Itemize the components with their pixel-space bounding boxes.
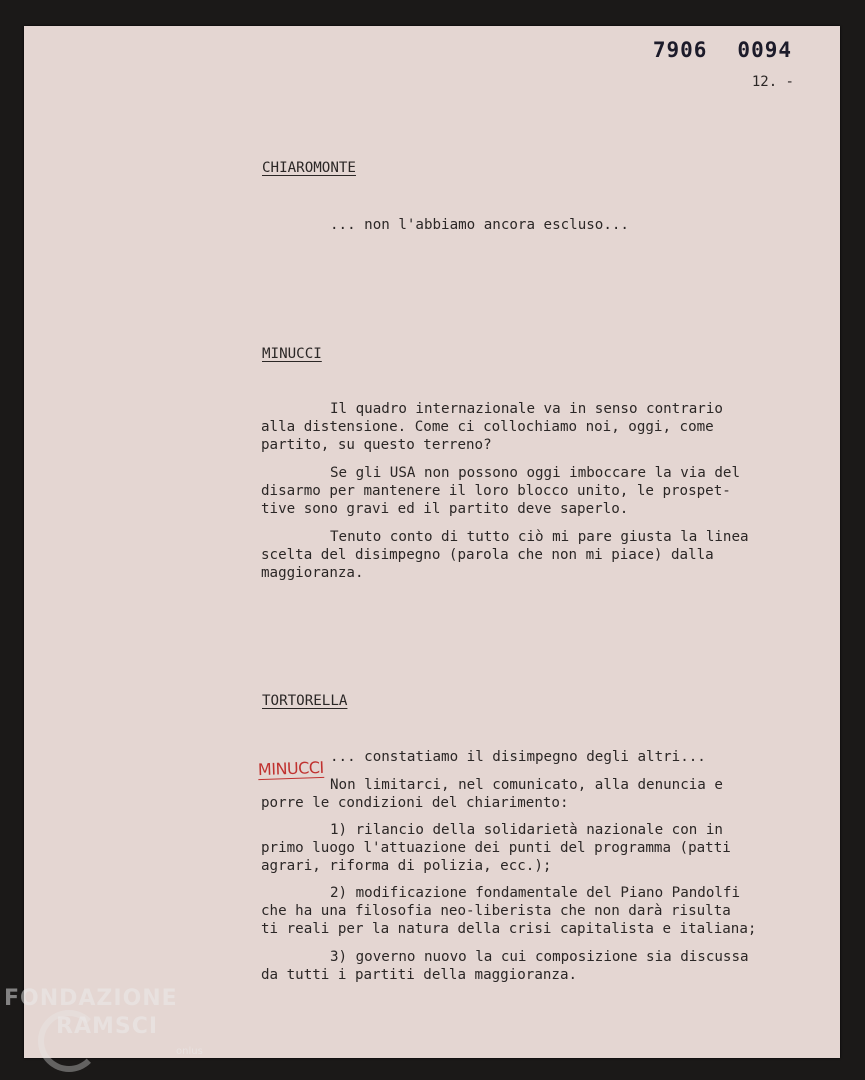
minucci-p2-line2: disarmo per mantenere il loro blocco unito, le prospet- <box>261 483 731 499</box>
chiaromonte-text: ... non l'abbiamo ancora escluso... <box>330 217 629 233</box>
watermark-line2: RAMSCI <box>56 1014 159 1039</box>
watermark-line1: FONDAZIONE <box>4 986 178 1011</box>
tortorella-line1: Non limitarci, nel comunicato, alla denuncia e <box>330 777 723 793</box>
speaker-tortorella: TORTORELLA <box>262 693 348 709</box>
page-number: 12. - <box>751 74 794 90</box>
minucci-p3-line1: Tenuto conto di tutto ciò mi pare giusta la linea <box>330 529 749 545</box>
minucci-p1-line2: alla distensione. Come ci collochiamo noi, oggi, come <box>261 419 714 435</box>
tortorella-item2-line1: 2) modificazione fondamentale del Piano Pandolfi <box>330 885 740 901</box>
minucci-p2-line1: Se gli USA non possono oggi imboccare la via del <box>330 465 740 481</box>
watermark-line3: onlus <box>176 1046 203 1057</box>
minucci-p1-line1: Il quadro internazionale va in senso contrario <box>330 401 723 417</box>
tortorella-line2: porre le condizioni del chiarimento: <box>261 795 569 811</box>
tortorella-item2-line3: ti reali per la natura della crisi capitalista e italiana; <box>261 921 757 937</box>
fondazione-gramsci-watermark <box>4 986 203 1057</box>
speaker-minucci: MINUCCI <box>262 346 322 362</box>
minucci-p1-line3: partito, su questo terreno? <box>261 437 492 453</box>
handwritten-note: MINUCCI <box>257 757 325 780</box>
minucci-p3-line3: maggioranza. <box>261 565 364 581</box>
tortorella-item2-line2: che ha una filosofia neo-liberista che non darà risulta <box>261 903 731 919</box>
tortorella-item1-line3: agrari, riforma di polizia, ecc.); <box>261 858 552 874</box>
tortorella-item1-line2: primo luogo l'attuazione dei punti del programma (patti <box>261 840 731 856</box>
tortorella-line0: ... constatiamo il disimpegno degli altri... <box>330 749 706 765</box>
minucci-p2-line3: tive sono gravi ed il partito deve saperlo. <box>261 501 629 517</box>
tortorella-item1-line1: 1) rilancio della solidarietà nazionale con in <box>330 822 723 838</box>
speaker-chiaromonte: CHIAROMONTE <box>262 160 356 176</box>
tortorella-item3-line2: da tutti i partiti della maggioranza. <box>261 967 578 983</box>
tortorella-item3-line1: 3) governo nuovo la cui composizione sia discussa <box>330 949 749 965</box>
document-number: 7906 0094 <box>652 38 792 62</box>
minucci-p3-line2: scelta del disimpegno (parola che non mi piace) dalla <box>261 547 714 563</box>
document-page <box>24 26 840 1058</box>
